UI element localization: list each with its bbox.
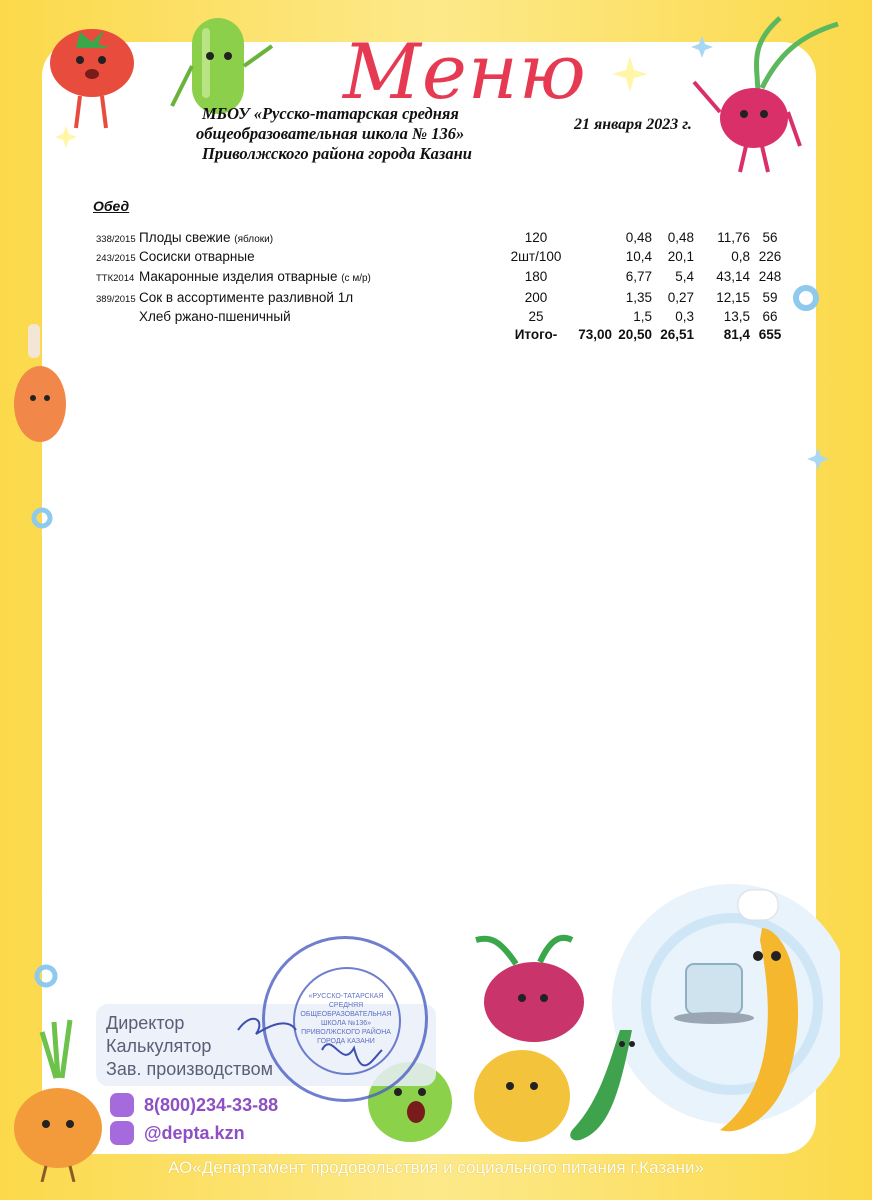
- total-calories: 655: [758, 327, 782, 342]
- carbs: 43,14: [716, 269, 750, 284]
- table-row: [0, 269, 872, 287]
- recipe-code: ТТК2014: [96, 273, 135, 284]
- table-row: [0, 230, 872, 248]
- portion-output: 200: [524, 290, 548, 305]
- recipe-code: 243/2015: [96, 253, 136, 264]
- carbs: 12,15: [716, 290, 750, 305]
- total-proteins: 20,50: [618, 327, 652, 342]
- table-row: [0, 249, 872, 267]
- table-row: [0, 309, 872, 327]
- signature: [232, 990, 432, 1090]
- school-name: [196, 104, 472, 164]
- total-price: 73,00: [578, 327, 612, 342]
- recipe-code: 389/2015: [96, 294, 136, 305]
- portion-output: 180: [524, 269, 548, 284]
- proteins: 0,48: [625, 230, 652, 245]
- menu-date: 21 января 2023 г.: [574, 116, 692, 133]
- menu-title: Меню: [343, 27, 587, 116]
- role-director: Директор: [106, 1013, 185, 1033]
- carbs: 11,76: [717, 230, 750, 245]
- table-row: [0, 290, 872, 308]
- school-line-1: МБОУ «Русско-татарская средняя: [202, 104, 459, 123]
- dish-name: [139, 230, 273, 245]
- role-calculator: Калькулятор: [106, 1036, 212, 1056]
- portion-output: 120: [524, 230, 548, 245]
- section-heading: Обед: [93, 198, 130, 214]
- portion-output: 2шт/100: [510, 249, 562, 264]
- carbs: 0,8: [731, 249, 750, 264]
- dish-name: [139, 269, 371, 284]
- phone-icon: [110, 1093, 134, 1117]
- proteins: 1,35: [625, 290, 652, 305]
- carbs: 13,5: [723, 309, 750, 324]
- recipe-code: 338/2015: [96, 234, 136, 245]
- stamp-text: «РУССКО-ТАТАРСКАЯ СРЕДНЯЯ ОБЩЕОБРАЗОВАТЕЛЬНАЯ ШКОЛА №136» ПРИВОЛЖСКОГО РАЙОНА ГОРОДА КАЗАНИ: [300, 993, 392, 1045]
- total-label: Итого-: [514, 327, 558, 342]
- fats: 0,27: [667, 290, 694, 305]
- instagram-contact: [110, 1121, 245, 1145]
- dish-name: Сок в ассортименте разливной 1л: [139, 290, 354, 305]
- organization-name: АО«Департамент продовольствия и социального питания г.Казани»: [168, 1158, 704, 1177]
- phone-contact: [110, 1093, 278, 1117]
- school-line-3: Приволжского района города Казани: [202, 144, 472, 163]
- calories: 59: [762, 290, 778, 305]
- calories: 226: [758, 249, 782, 264]
- fats: 0,3: [675, 309, 694, 324]
- total-fats: 26,51: [660, 327, 694, 342]
- proteins: 10,4: [625, 249, 652, 264]
- proteins: 6,77: [625, 269, 652, 284]
- portion-output: 25: [528, 309, 544, 324]
- dish-name: Сосиски отварные: [139, 249, 255, 264]
- calories: 248: [758, 269, 782, 284]
- dish-note: (с м/р): [341, 273, 371, 284]
- dish-note: (яблоки): [234, 234, 274, 245]
- role-production-manager: Зав. производством: [106, 1059, 273, 1079]
- proteins: 1,5: [633, 309, 652, 324]
- instagram-icon: [110, 1121, 134, 1145]
- table-total-row: [0, 327, 872, 345]
- fats: 0,48: [667, 230, 694, 245]
- total-carbs: 81,4: [723, 327, 750, 342]
- fats: 5,4: [675, 269, 694, 284]
- dish-name-text: Плоды свежие: [139, 230, 231, 245]
- phone-number: 8(800)234-33-88: [144, 1094, 279, 1115]
- calories: 56: [762, 230, 778, 245]
- dish-name-text: Макаронные изделия отварные: [139, 269, 338, 284]
- calories: 66: [762, 309, 778, 324]
- dish-name: Хлеб ржано-пшеничный: [139, 309, 291, 324]
- school-line-2: общеобразовательная школа № 136»: [196, 124, 465, 143]
- fats: 20,1: [667, 249, 694, 264]
- instagram-handle: @depta.kzn: [144, 1122, 245, 1143]
